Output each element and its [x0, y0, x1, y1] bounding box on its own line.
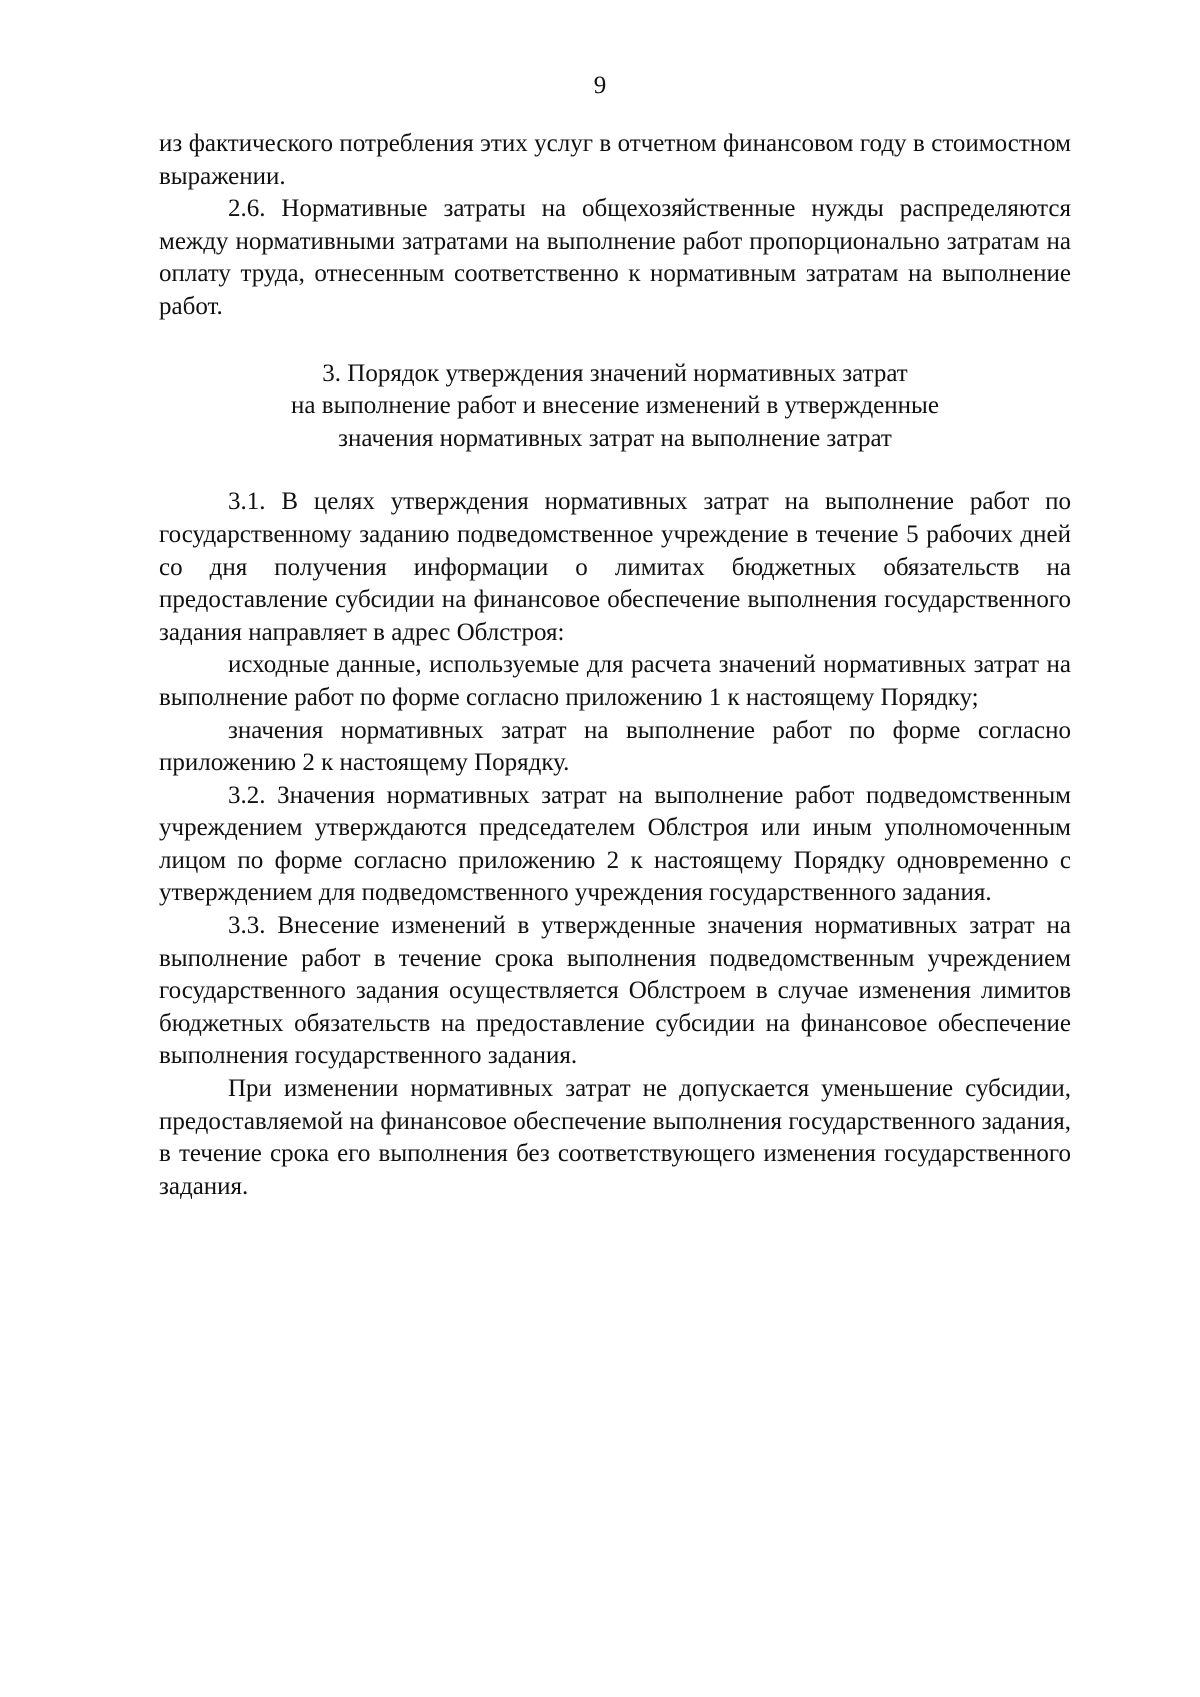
paragraph-3-1-item-2: значения нормативных затрат на выполнение работ по форме согласно приложению 2 к настоящему Порядку. — [159, 716, 1071, 777]
document-body — [159, 128, 1071, 1203]
section-3-heading-line-3: значения нормативных затрат на выполнение затрат — [338, 424, 892, 452]
paragraph-2-6: 2.6. Нормативные затраты на общехозяйственные нужды распределяются между нормативными затратами на выполнение работ пропорционально затратам на оплату труда, отнесенным соответственно к нормативным затратам на выполнение работ. — [159, 195, 1071, 320]
paragraph-3-3: 3.3. Внесение изменений в утвержденные значения нормативных затрат на выполнение работ в течение срока выполнения подведомственным учреждением государственного задания осуществляется Облстроем в случае изменения лимитов бюджетных обязательств на предоставление субсидии на финансовое обеспечение выполнения государственного задания. — [159, 912, 1071, 1070]
paragraph-3-2: 3.2. Значения нормативных затрат на выполнение работ подведомственным учреждением утверждаются председателем Облстроя или иным уполномоченным лицом по форме согласно приложению 2 к настоящему Порядку одновременно с утверждением для подведомственного учреждения государственного задания. — [159, 781, 1071, 907]
section-3-heading — [159, 358, 1071, 456]
page-number: 9 — [593, 72, 607, 99]
paragraph-continuation: из фактического потребления этих услуг в отчетном финансовом году в стоимостном выражении. — [159, 130, 1071, 190]
paragraph-3-1-item-1: исходные данные, используемые для расчета значений нормативных затрат на выполнение работ по форме согласно приложению 1 к настоящему Порядку; — [159, 651, 1071, 711]
section-3-heading-line-2: на выполнение работ и внесение изменений в утвержденные — [291, 392, 939, 420]
paragraph-3-3-note: При изменении нормативных затрат не допускается уменьшение субсидии, предоставляемой на финансовое обеспечение выполнения государственного задания, в течение срока его выполнения без соответствующего изменения государственного задания. — [159, 1075, 1071, 1200]
paragraph-3-1: 3.1. В целях утверждения нормативных затрат на выполнение работ по государственному заданию подведомственное учреждение в течение 5 рабочих дней со дня получения информации о лимитах бюджетных обязательств на предоставление субсидии на финансовое обеспечение выполнения государственного задания направляет в адрес Облстроя: — [159, 488, 1071, 646]
section-3-heading-line-1: 3. Порядок утверждения значений нормативных затрат — [322, 359, 908, 387]
